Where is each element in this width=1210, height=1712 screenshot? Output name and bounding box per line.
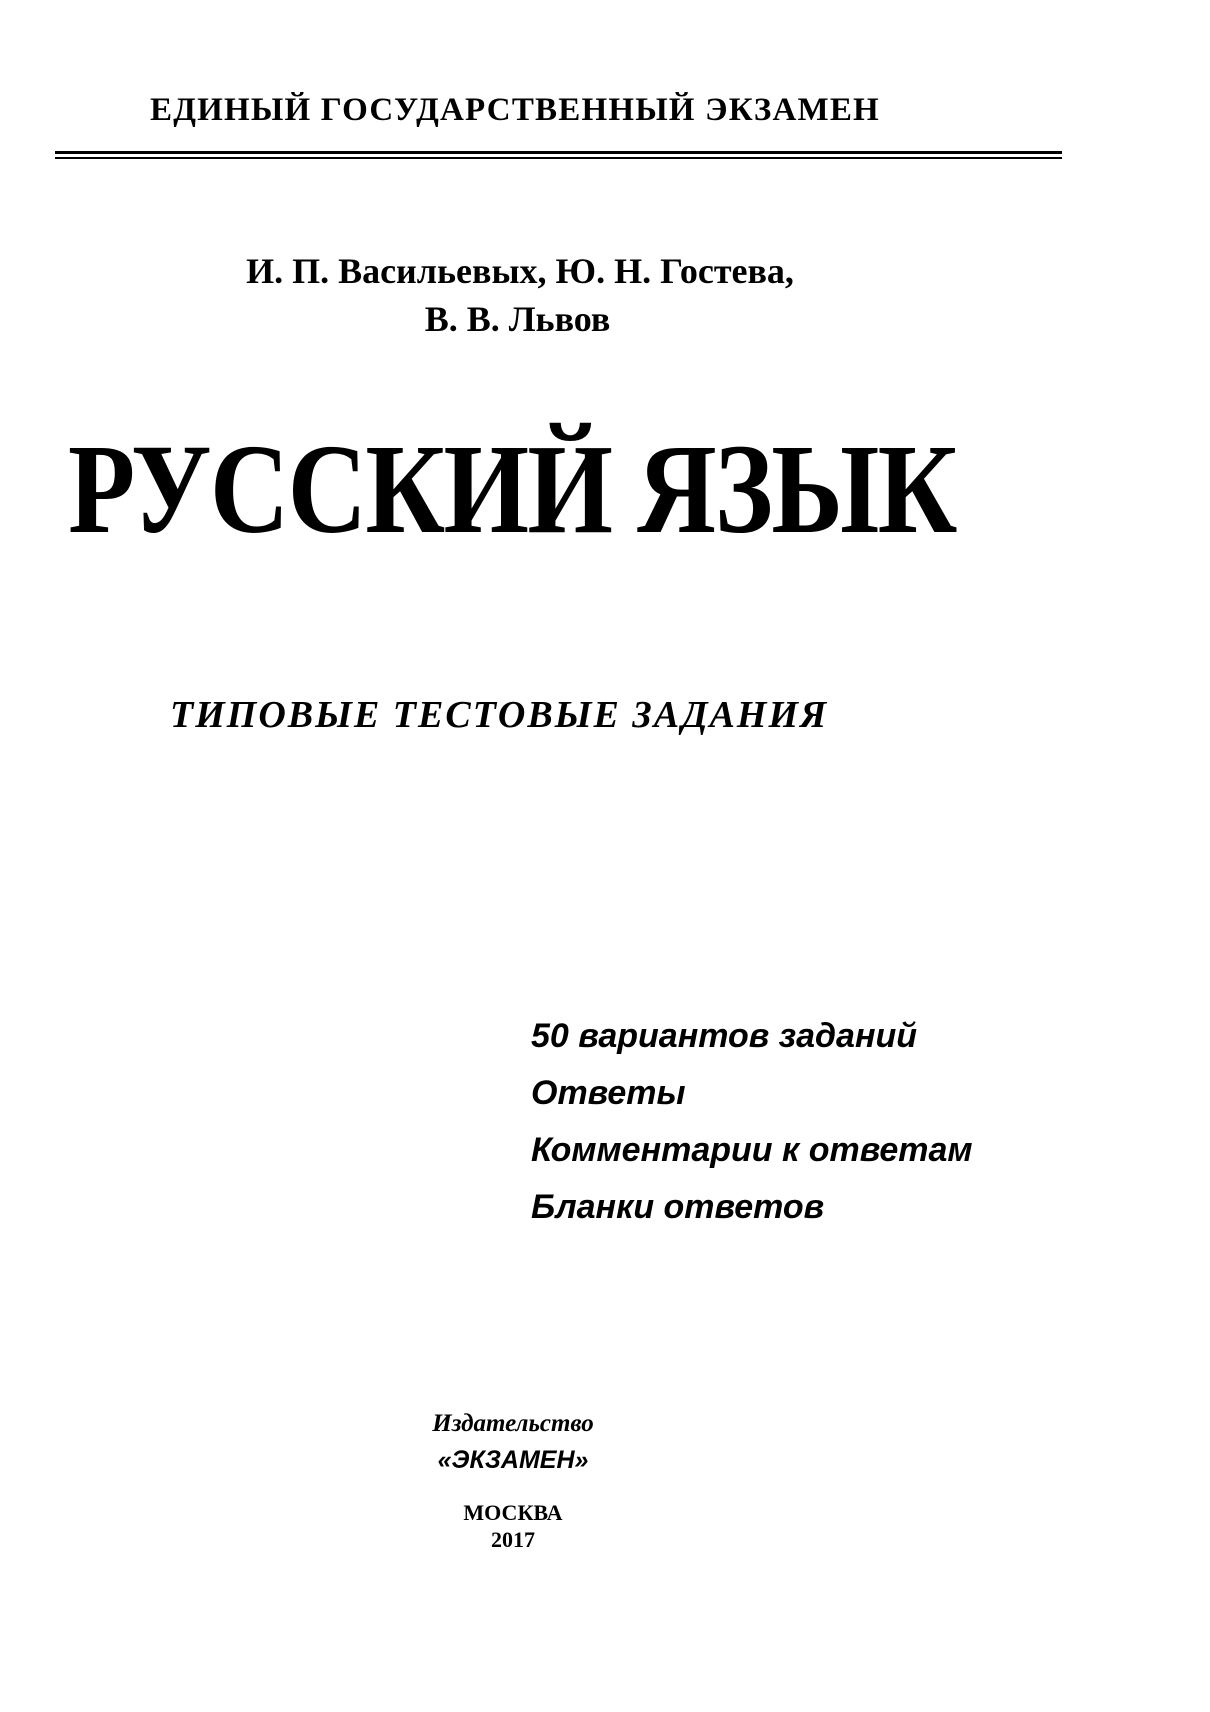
double-rule-top: [55, 151, 1062, 154]
book-title: РУССКИЙ ЯЗЫК: [68, 418, 956, 560]
contents-list: [531, 1008, 973, 1236]
book-subtitle: ТИПОВЫЕ ТЕСТОВЫЕ ЗАДАНИЯ: [170, 694, 829, 736]
publication-city: МОСКВА: [463, 1500, 563, 1525]
series-heading: ЕДИНЫЙ ГОСУДАРСТВЕННЫЙ ЭКЗАМЕН: [150, 92, 880, 128]
double-rule-bottom: [55, 157, 1062, 159]
contents-item-answers: Ответы: [531, 1074, 686, 1112]
contents-item-answer-forms: Бланки ответов: [531, 1188, 825, 1226]
contents-item-variants: 50 вариантов заданий: [531, 1017, 918, 1055]
contents-item-comments: Комментарии к ответам: [531, 1131, 973, 1169]
authors-line-2: В. В. Львов: [424, 299, 611, 339]
authors-line-1: И. П. Васильевых, Ю. Н. Гостева,: [246, 251, 794, 291]
publication-year: 2017: [491, 1527, 535, 1552]
publisher-name: «ЭКЗАМЕН»: [437, 1446, 589, 1474]
publisher-label: Издательство: [432, 1410, 594, 1437]
